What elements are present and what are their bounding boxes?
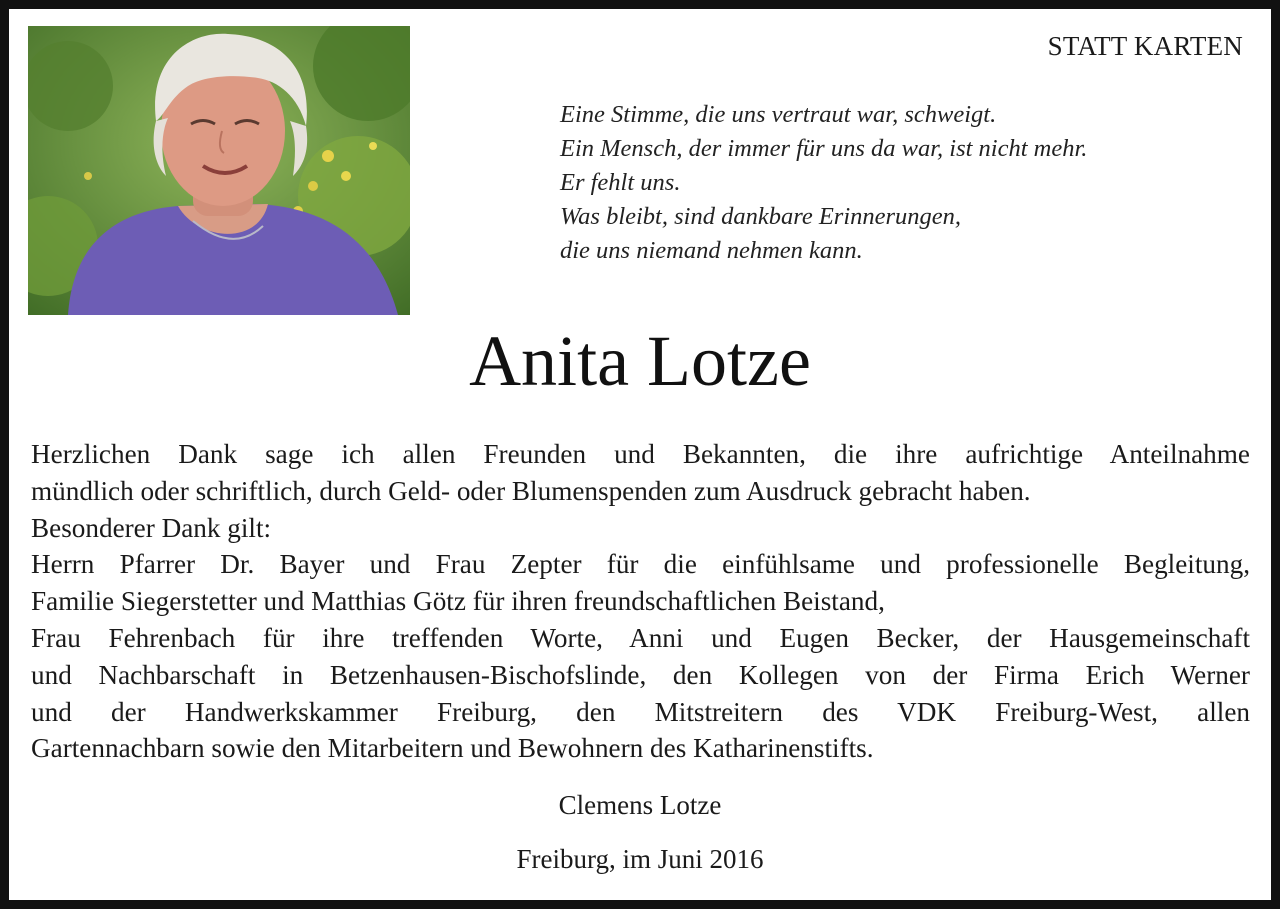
thanks-line: Herzlichen Dank sage ich allen Freunden und Bekannten, die ihre aufrichtige Anteilnahme [31,439,1250,469]
thanks-line: Gartennachbarn sowie den Mitarbeitern und Bewohnern des Katharinenstifts. [31,733,874,764]
statt-karten-label: STATT KARTEN [1047,31,1243,61]
verse-line: die uns niemand nehmen kann. [560,237,863,264]
thanks-line: mündlich oder schriftlich, durch Geld- oder Blumenspenden zum Ausdruck gebracht haben. [31,475,1031,506]
thanks-line: und Nachbarschaft in Betzenhausen-Bischofslinde, den Kollegen von der Firma Erich Werner [31,659,1250,690]
thanks-line: Herrn Pfarrer Dr. Bayer und Frau Zepter für die einfühlsame und professionelle Begleitung, [31,549,1250,580]
thanks-text [31,436,1250,767]
memorial-verse [560,98,1087,268]
verse-line: Eine Stimme, die uns vertraut war, schweigt. [560,101,997,128]
portrait-photo [28,26,410,315]
thanks-line: Familie Siegerstetter und Matthias Götz für ihren freundschaftlichen Beistand, [31,586,885,617]
signer-name: Clemens Lotze [558,790,722,820]
deceased-name: Anita Lotze [469,321,811,401]
place-date: Freiburg, im Juni 2016 [516,844,764,874]
verse-line: Er fehlt uns. [560,169,681,196]
thanks-line: Frau Fehrenbach für ihre treffenden Worte, Anni und Eugen Becker, der Hausgemeinschaft [31,622,1250,653]
verse-line: Ein Mensch, der immer für uns da war, ist nicht mehr. [560,135,1088,162]
verse-line: Was bleibt, sind dankbare Erinnerungen, [560,203,962,230]
obituary-notice [9,9,1271,900]
thanks-line: Besonderer Dank gilt: [31,512,272,543]
thanks-line: und der Handwerkskammer Freiburg, den Mitstreitern des VDK Freiburg-West, allen [31,696,1250,727]
